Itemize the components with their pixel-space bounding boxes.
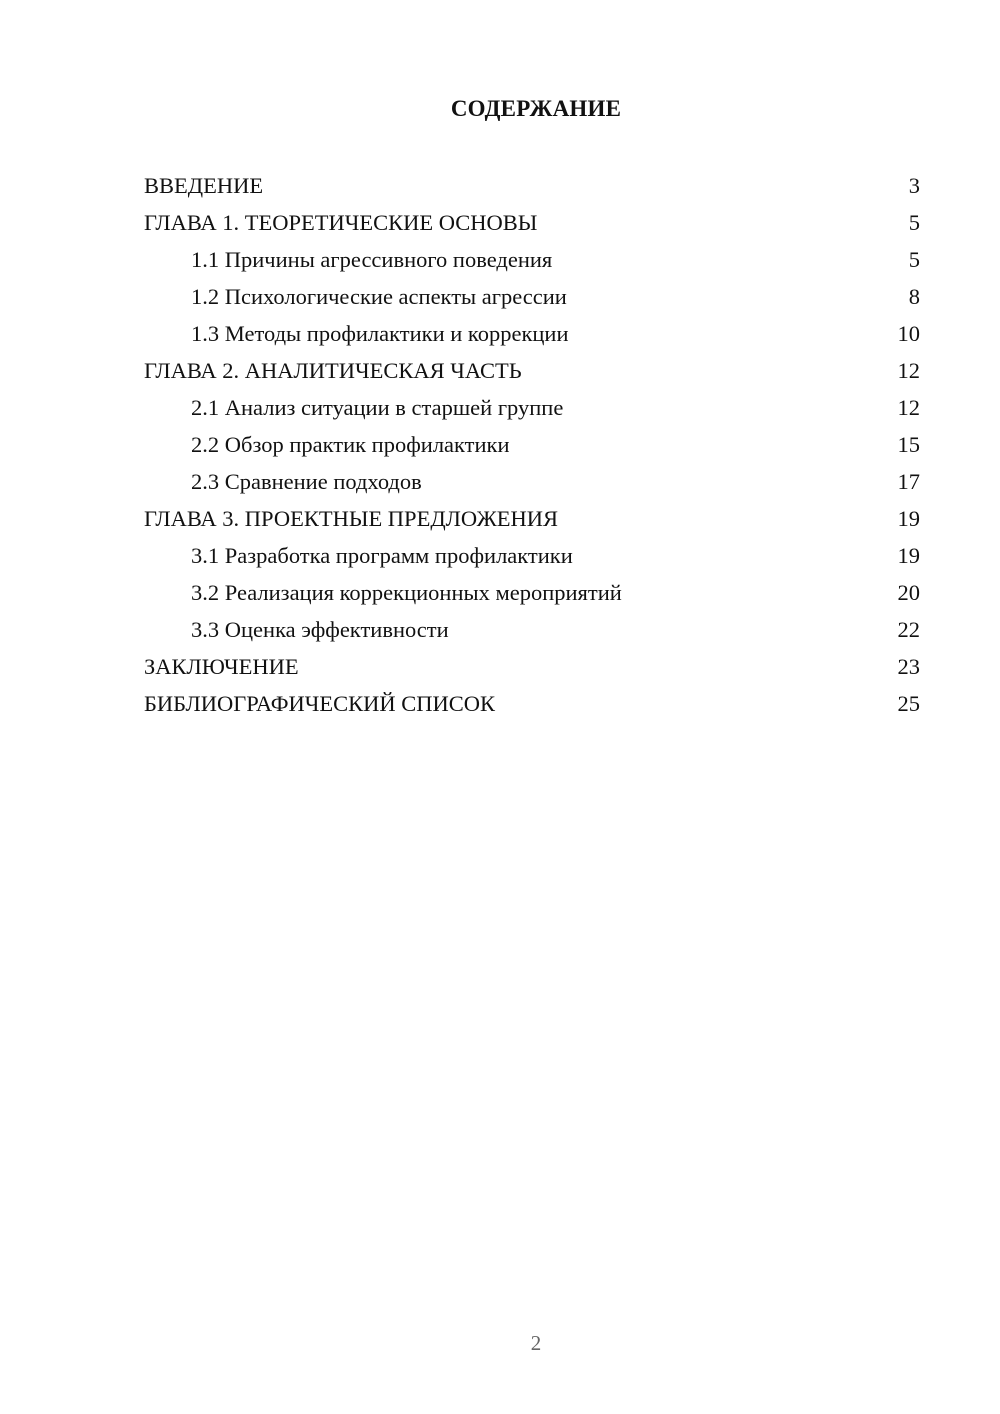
toc-entry-label: 2.2 Обзор практик профилактики [191,432,510,457]
toc-entry-page: 5 [908,210,920,235]
toc-entry-label: 1.3 Методы профилактики и коррекции [191,321,569,346]
toc-entry-label: ЗАКЛЮЧЕНИЕ [144,654,299,679]
toc-entry [144,315,920,352]
toc-entry [144,352,920,389]
table-of-contents [144,167,920,722]
toc-entry-page: 20 [897,580,920,605]
toc-entry-label: 1.1 Причины агрессивного поведения [191,247,553,272]
toc-entry-page: 12 [897,358,920,383]
toc-entry-page: 10 [897,321,920,346]
toc-entry-page: 19 [897,506,920,531]
toc-entry-page: 8 [908,284,920,309]
toc-entry-page: 12 [897,395,920,420]
toc-entry [144,537,920,574]
toc-entry-label: ГЛАВА 1. ТЕОРЕТИЧЕСКИЕ ОСНОВЫ [144,210,538,235]
toc-entry-page: 22 [897,617,920,642]
toc-entry [144,426,920,463]
toc-entry-label: 3.1 Разработка программ профилактики [191,543,573,568]
toc-entry [144,648,920,685]
toc-entry [144,611,920,648]
toc-entry [144,574,920,611]
toc-entry [144,241,920,278]
toc-entry-label: ВВЕДЕНИЕ [144,173,264,198]
toc-entry-page: 15 [897,432,920,457]
toc-entry-label: 2.1 Анализ ситуации в старшей группе [191,395,564,420]
toc-entry [144,463,920,500]
toc-entry-page: 25 [897,691,920,716]
toc-entry [144,278,920,315]
toc-entry-label: 3.3 Оценка эффективности [191,617,449,642]
toc-entry-label: ГЛАВА 3. ПРОЕКТНЫЕ ПРЕДЛОЖЕНИЯ [144,506,559,531]
toc-entry-label: 2.3 Сравнение подходов [191,469,422,494]
toc-entry [144,389,920,426]
toc-entry [144,685,920,722]
toc-title: СОДЕРЖАНИЕ [450,96,622,121]
toc-entry-page: 17 [897,469,920,494]
toc-entry-page: 23 [897,654,920,679]
toc-entry-label: 3.2 Реализация коррекционных мероприятий [191,580,622,605]
toc-entry-label: ГЛАВА 2. АНАЛИТИЧЕСКАЯ ЧАСТЬ [144,358,522,383]
toc-entry-page: 3 [908,173,920,198]
toc-entry-page: 19 [897,543,920,568]
toc-entry-label: БИБЛИОГРАФИЧЕСКИЙ СПИСОК [144,691,496,716]
toc-entry [144,167,920,204]
toc-entry-label: 1.2 Психологические аспекты агрессии [191,284,567,309]
toc-entry [144,500,920,537]
toc-entry-page: 5 [908,247,920,272]
toc-entry [144,204,920,241]
page-number: 2 [530,1331,542,1355]
